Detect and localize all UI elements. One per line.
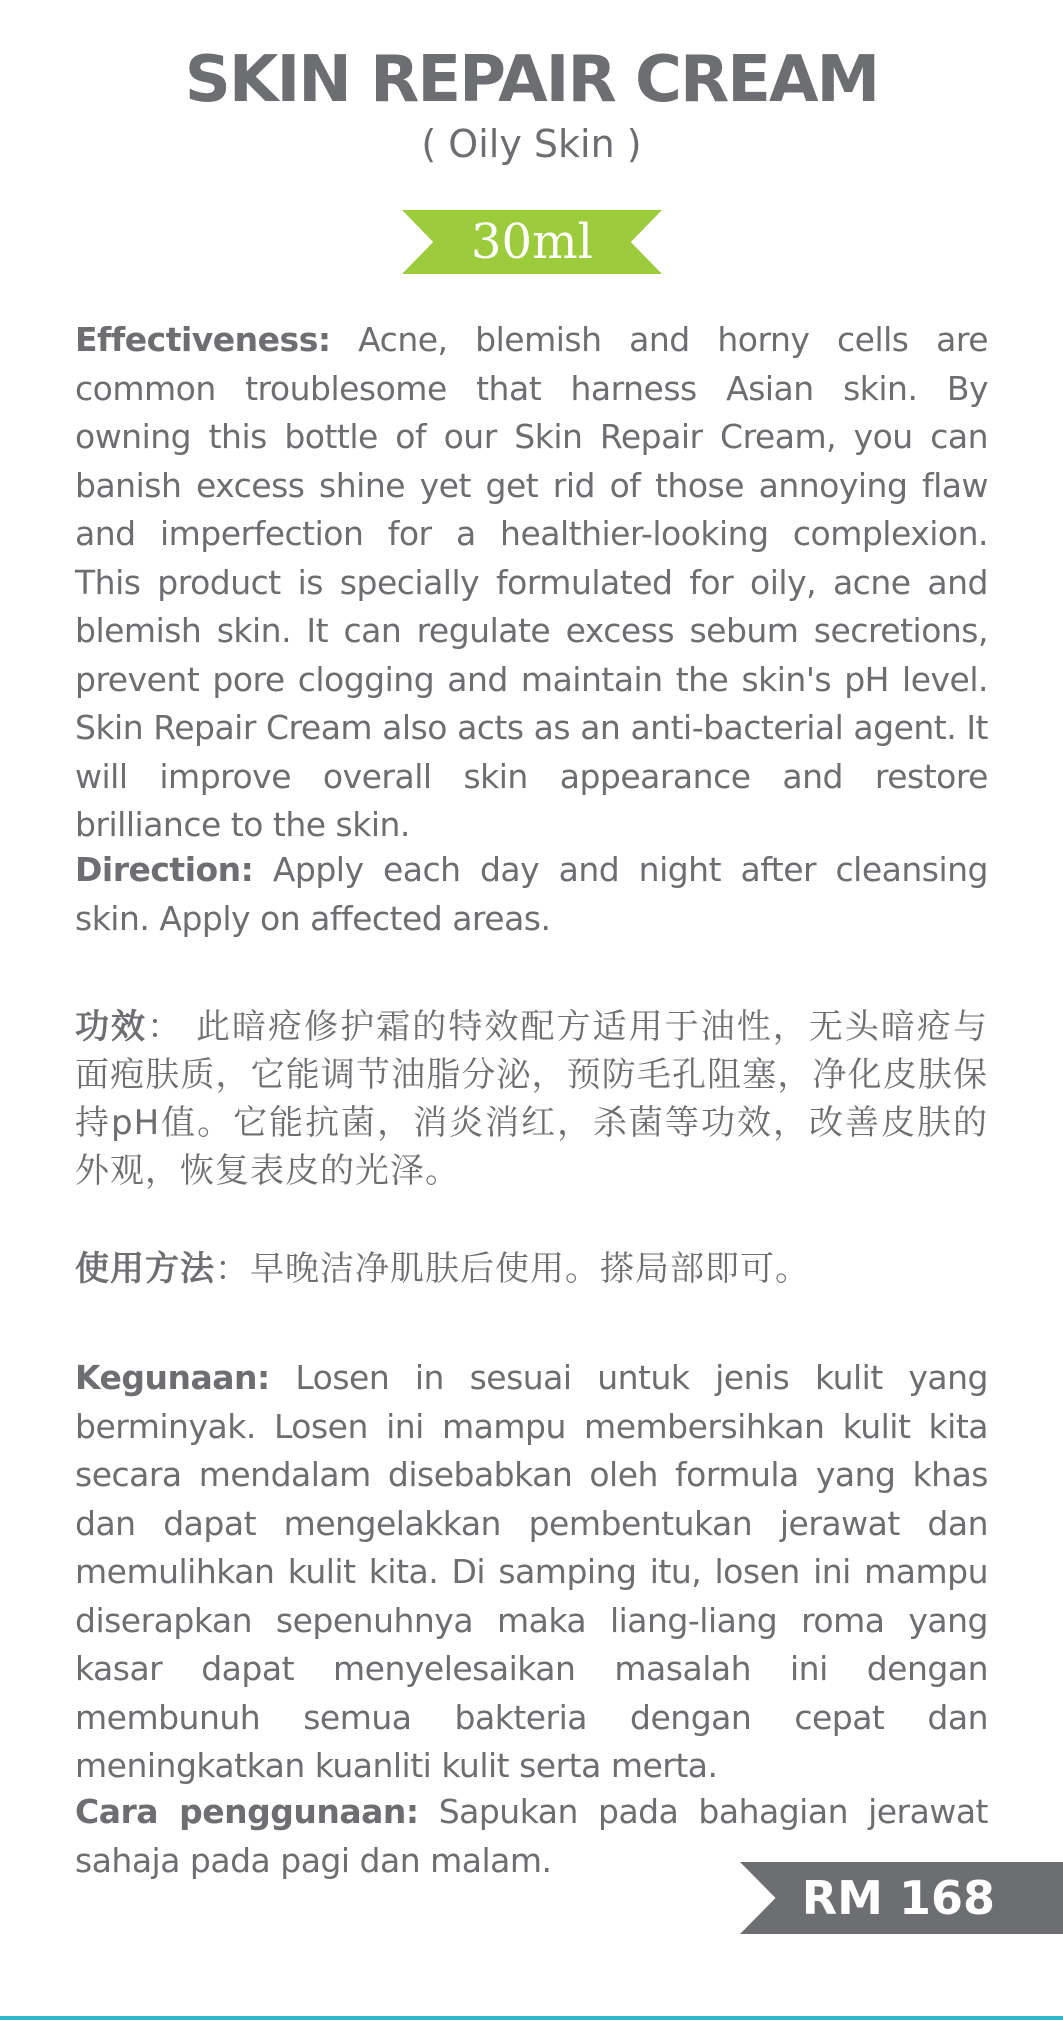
direction-text: Apply each day and night after cleansing skin. Apply on affected areas. [75,850,988,938]
shiyong-section [75,1245,988,1293]
bottom-accent-line [0,2016,1063,2020]
gongxiao-text: ： 此暗疮修护霜的特效配方适用于油性，无头暗疮与面疱肤质，它能调节油脂分泌，预防毛孔阻塞，净化皮肤保持pH值。它能抗菌，消炎消红，杀菌等功效，改善皮肤的外观，恢复表皮的光泽。 [75,1007,989,1191]
effectiveness-label: Effectiveness: [75,320,331,359]
kegunaan-text: Losen in sesuai untuk jenis kulit yang berminyak. Losen ini mampu membersihkan kulit kita secara mendalam disebabkan oleh formula yang khas dan dapat mengelakkan pembentukan jerawat dan memulihkan kulit kita. Di samping itu, losen ini mampu diserapkan sepenuhnya maka liang-liang roma yang kasar dapat menyelesaikan masalah ini dengan membunuh semua bakteria dengan cepat dan meningkatkan kuanliti kulit serta merta. [75,1358,988,1785]
effectiveness-text: Acne, blemish and horny cells are common troublesome that harness Asian skin. By owning this bottle of our Skin Repair Cream, you can banish excess shine yet get rid of those annoying flaw and imperfection for a healthier-looking complexion. This product is specially formulated for oily, acne and blemish skin. It can regulate excess sebum secretions, prevent pore clogging and maintain the skin's pH level. Skin Repair Cream also acts as an anti-bacterial agent. It will improve overall skin appearance and restore brilliance to the skin. [75,320,988,844]
product-title: SKIN REPAIR CREAM [184,43,879,117]
kegunaan-section [75,1354,988,1791]
shiyong-label: 使用方法 [75,1249,215,1289]
gongxiao-label: 功效 [75,1007,148,1047]
shiyong-text: ：早晚洁净肌肤后使用。搽局部即可。 [215,1249,810,1289]
volume-label: 30ml [471,214,593,270]
product-subtitle: ( Oily Skin ) [421,122,642,166]
direction-label: Direction: [75,850,254,889]
cara-label: Cara penggunaan: [75,1792,419,1831]
gongxiao-section [75,1003,988,1195]
effectiveness-section [75,316,988,850]
kegunaan-label: Kegunaan: [75,1358,270,1397]
price-label: RM 168 [801,1871,995,1925]
cara-text: Sapukan pada bahagian jerawat sahaja pada pagi dan malam. [75,1792,988,1880]
direction-section [75,846,988,943]
